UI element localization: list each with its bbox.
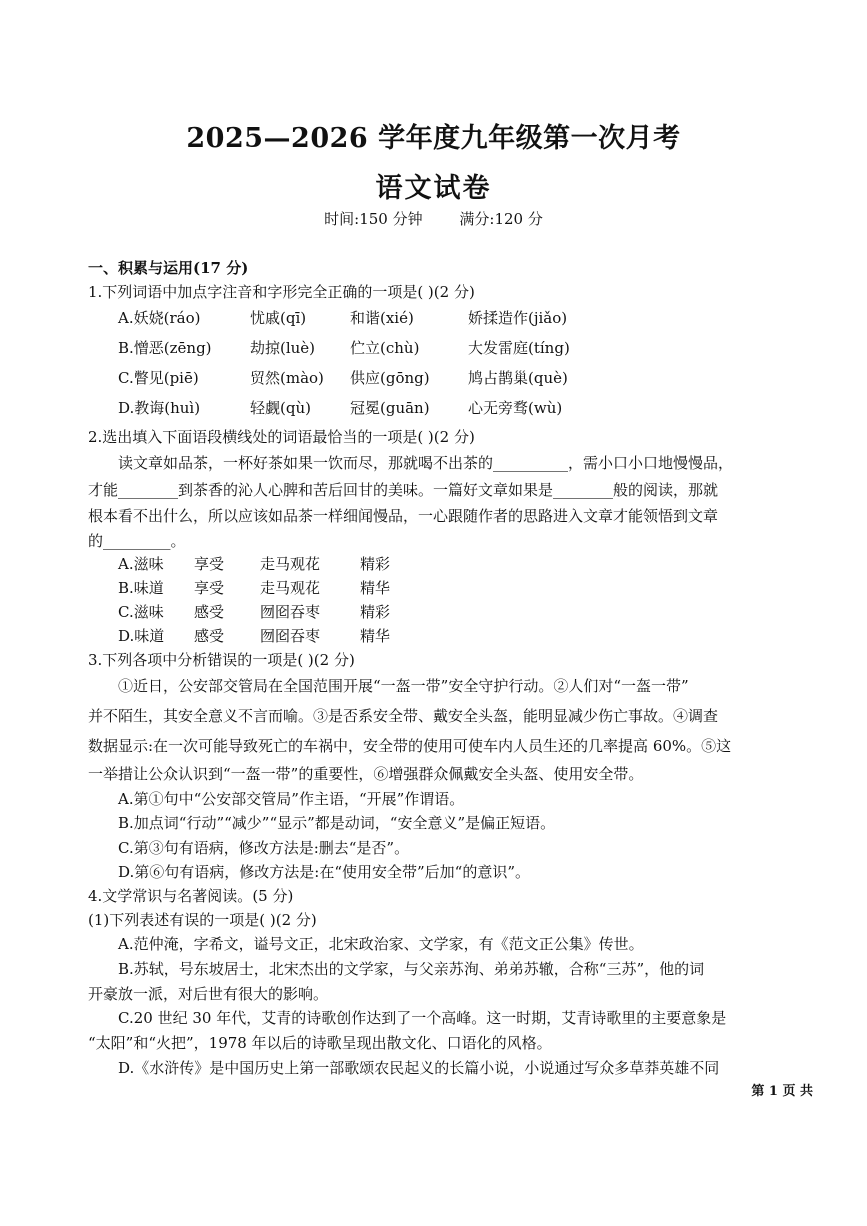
option-word: C.瞥见(piē) <box>118 369 199 387</box>
question-4-option-c-cont: “太阳”和“火把”，1978 年以后的诗歌呈现出散文化、口语化的风格。 <box>88 1034 552 1052</box>
option-word: C.滋味 <box>118 603 164 621</box>
question-3-paragraph-line: 一举措让公众认识到“一盔一带”的重要性，⑥增强群众佩戴安全头盔、使用安全带。 <box>88 765 644 783</box>
question-3-option-b: B.加点词“行动”“减少”“显示”都是动词，“安全意义”是偏正短语。 <box>118 814 556 832</box>
exam-time: 时间:150 分钟 <box>324 210 423 228</box>
option-word: 囫囵吞枣 <box>260 627 321 645</box>
question-2-paragraph-line: 读文章如品茶，一杯好茶如果一饮而尽，那就喝不出茶的__________，需小口小口地慢慢品， <box>118 454 734 472</box>
option-word: 轻觑(qù) <box>250 399 311 417</box>
option-word: D.教诲(huì) <box>118 399 201 417</box>
question-3-paragraph-line: 数据显示:在一次可能导致死亡的车祸中，安全带的使用可使车内人员生还的几率提高 60%。⑤这 <box>88 737 732 755</box>
question-4-option-c: C.20 世纪 30 年代，艾青的诗歌创作达到了一个高峰。这一时期，艾青诗歌里的主要意象是 <box>118 1009 727 1027</box>
option-word: 忧戚(qī) <box>250 309 307 327</box>
question-2-paragraph-line: 根本看不出什么，所以应该如品茶一样细闻慢品，一心跟随作者的思路进入文章才能领悟到文章 <box>88 507 719 525</box>
question-2-option-d <box>118 625 718 645</box>
option-word: 囫囵吞枣 <box>260 603 321 621</box>
exam-subject: 语文试卷 <box>375 173 492 204</box>
option-word: 伫立(chù) <box>350 339 420 357</box>
question-1-option-b <box>118 337 718 357</box>
question-3-option-a: A.第①句中“公安部交管局”作主语，“开展”作谓语。 <box>118 790 465 808</box>
option-word: 精华 <box>360 579 391 597</box>
exam-title: 2025—2026 学年度九年级第一次月考 <box>186 123 681 154</box>
option-word: 感受 <box>194 603 225 621</box>
option-word: 享受 <box>194 579 225 597</box>
option-word: B.憎恶(zēng) <box>118 339 212 357</box>
question-1-option-a <box>118 307 718 327</box>
option-word: 冠冕(guān) <box>350 399 430 417</box>
option-word: 鸠占鹊巢(què) <box>468 369 568 387</box>
option-word: 心无旁骛(wù) <box>468 399 563 417</box>
question-3-stem: 3.下列各项中分析错误的一项是( )(2 分) <box>88 651 355 669</box>
question-2-paragraph-line: 的_________。 <box>88 532 186 550</box>
question-1-option-d <box>118 397 718 417</box>
question-3-option-c: C.第③句有语病，修改方法是:删去“是否”。 <box>118 839 410 857</box>
exam-score: 满分:120 分 <box>459 210 543 228</box>
option-word: 劫掠(luè) <box>250 339 316 357</box>
question-4-sub-1-stem: (1)下列表述有误的一项是( )(2 分) <box>88 911 317 929</box>
option-word: 精彩 <box>360 555 391 573</box>
question-3-paragraph-line: ①近日，公安部交管局在全国范围开展“一盔一带”安全守护行动。②人们对“一盔一带” <box>118 677 689 695</box>
question-4-option-b-cont: 开豪放一派，对后世有很大的影响。 <box>88 985 329 1003</box>
question-2-option-b <box>118 577 718 597</box>
question-1-stem: 1.下列词语中加点字注音和字形完全正确的一项是( )(2 分) <box>88 283 475 301</box>
option-word: A.妖娆(ráo) <box>118 309 201 327</box>
option-word: D.味道 <box>118 627 165 645</box>
option-word: 精彩 <box>360 603 391 621</box>
question-4-option-b: B.苏轼，号东坡居士，北宋杰出的文学家，与父亲苏洵、弟弟苏辙，合称“三苏”，他的词 <box>118 960 705 978</box>
option-word: 大发雷庭(tíng) <box>468 339 570 357</box>
question-4-option-a: A.范仲淹，字希文，谥号文正，北宋政治家、文学家，有《范文正公集》传世。 <box>118 935 644 953</box>
option-word: 贸然(mào) <box>250 369 324 387</box>
option-word: 走马观花 <box>260 555 321 573</box>
page-number: 第 1 页 共 <box>751 1084 813 1099</box>
question-4-stem: 4.文学常识与名著阅读。(5 分) <box>88 887 294 905</box>
question-2-option-a <box>118 553 718 573</box>
option-word: 供应(gōng) <box>350 369 430 387</box>
question-3-paragraph-line: 并不陌生，其安全意义不言而喻。③是否系安全带、戴安全头盔，能明显减少伤亡事故。④调查 <box>88 707 719 725</box>
question-2-paragraph-line: 才能________到茶香的沁人心脾和苦后回甘的美味。一篇好文章如果是________般的阅读，那就 <box>88 481 719 499</box>
option-word: 娇揉造作(jiǎo) <box>468 309 568 327</box>
option-word: 感受 <box>194 627 225 645</box>
question-2-stem: 2.选出填入下面语段横线处的词语最恰当的一项是( )(2 分) <box>88 428 475 446</box>
question-4-option-d: D.《水浒传》是中国历史上第一部歌颂农民起义的长篇小说，小说通过写众多草莽英雄不同 <box>118 1059 720 1077</box>
question-3-option-d: D.第⑥句有语病，修改方法是:在“使用安全带”后加“的意识”。 <box>118 863 530 881</box>
option-word: 精华 <box>360 627 391 645</box>
question-1-option-c <box>118 367 718 387</box>
option-word: 享受 <box>194 555 225 573</box>
option-word: 走马观花 <box>260 579 321 597</box>
option-word: B.味道 <box>118 579 164 597</box>
option-word: A.滋味 <box>118 555 164 573</box>
option-word: 和谐(xié) <box>350 309 414 327</box>
section-heading: 一、积累与运用(17 分) <box>88 259 249 277</box>
exam-meta <box>0 208 867 229</box>
question-2-option-c <box>118 601 718 621</box>
